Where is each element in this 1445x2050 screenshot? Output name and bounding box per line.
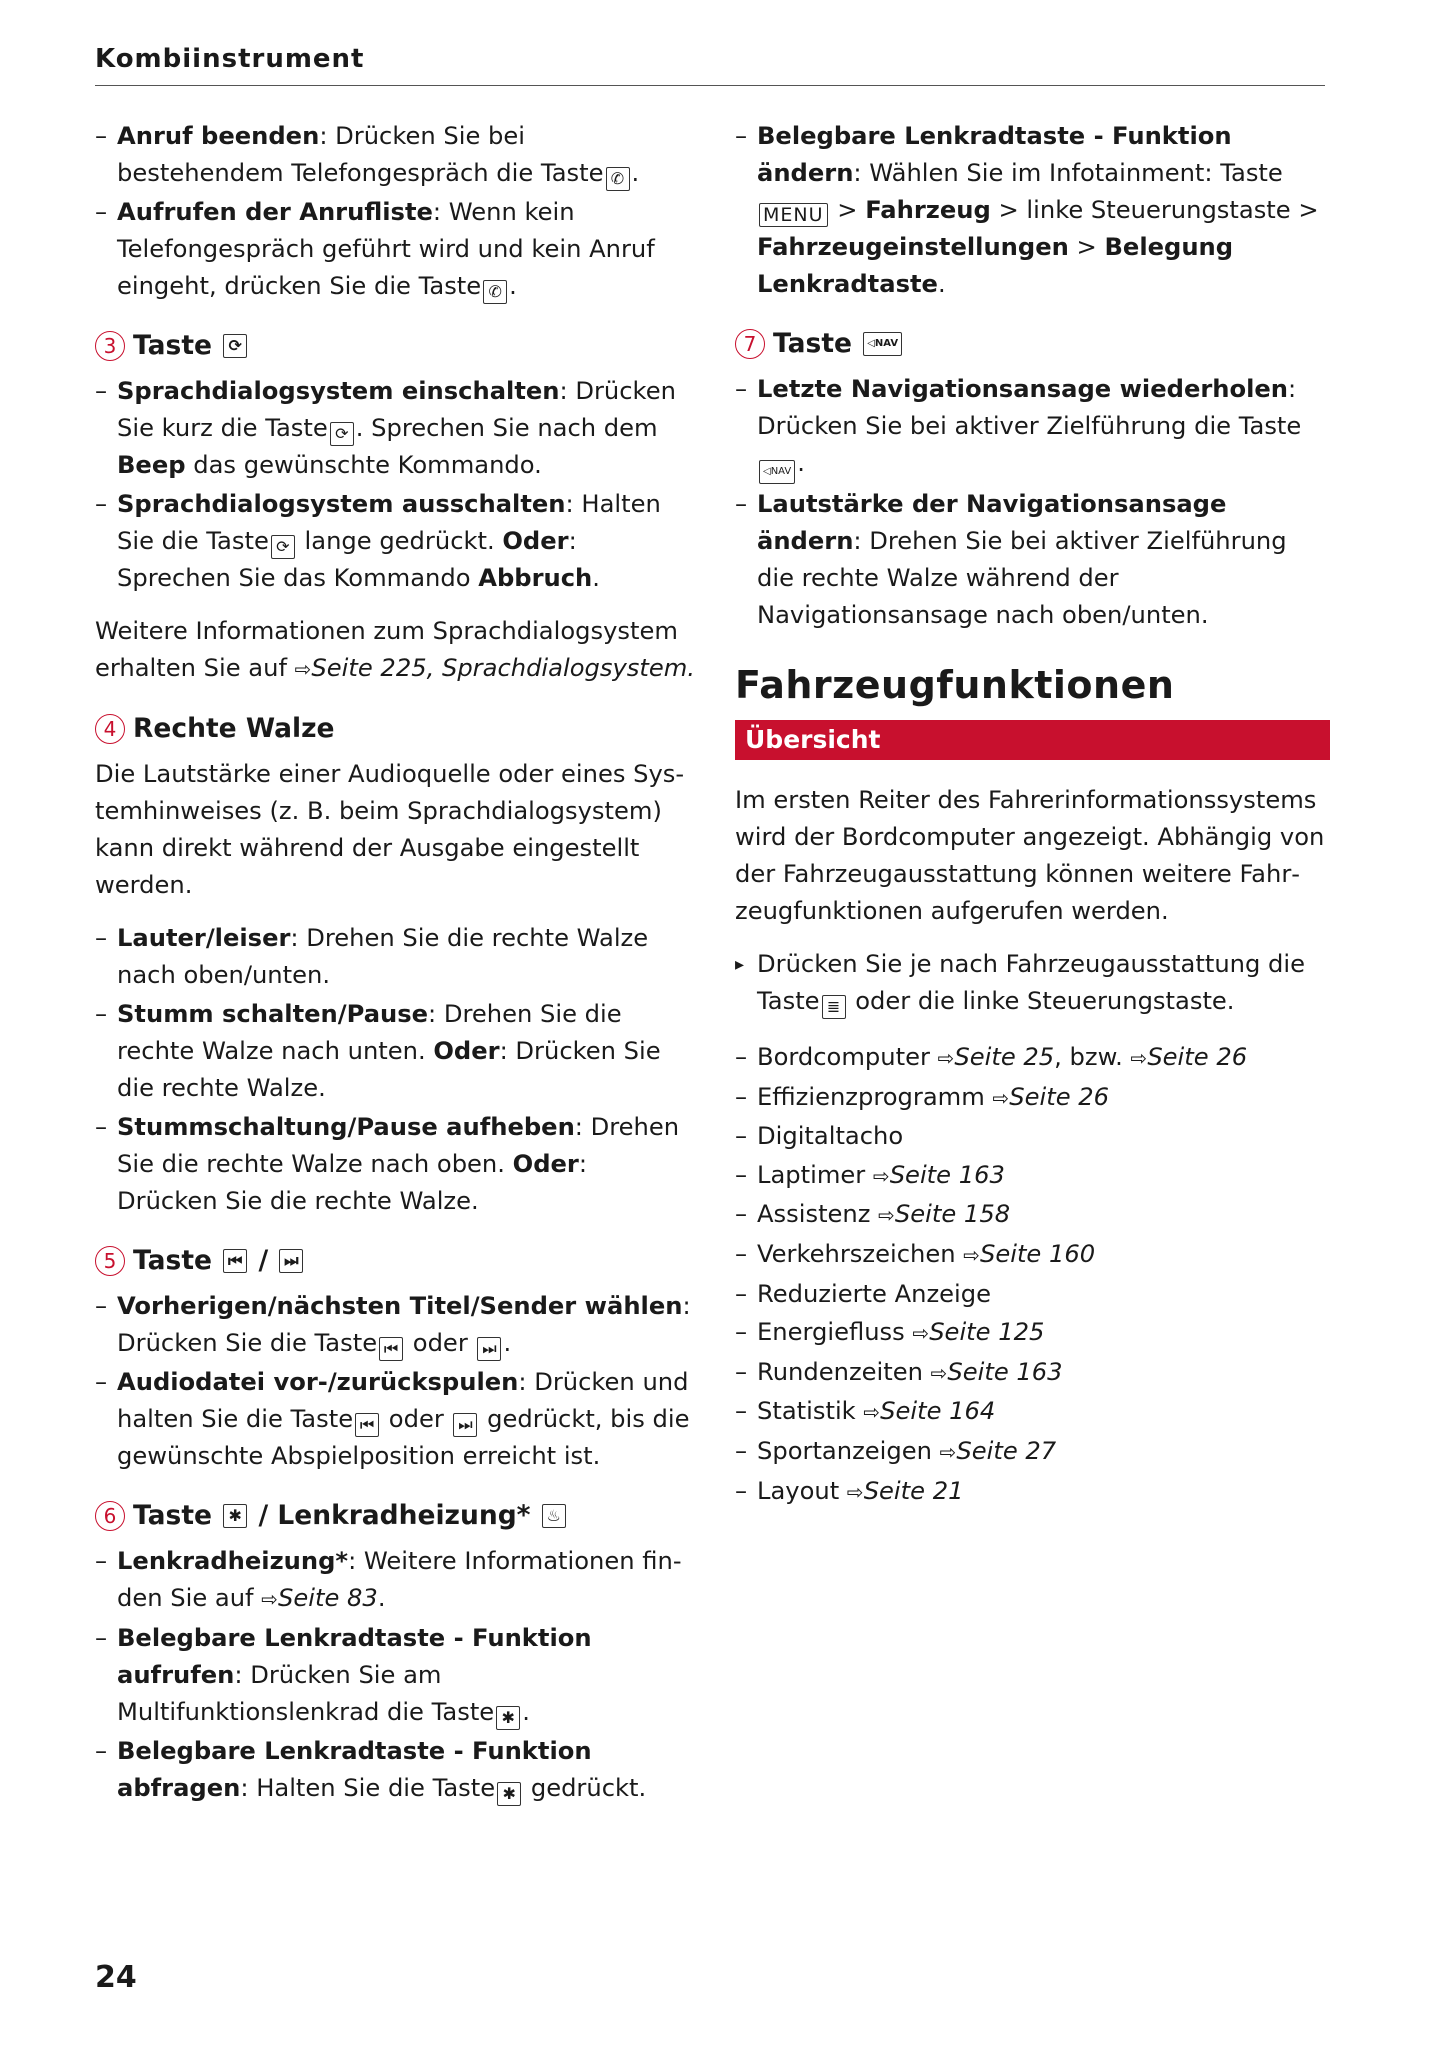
- item-text: .: [797, 449, 805, 477]
- list-item: [95, 118, 695, 192]
- steering-heating-icon: ♨: [542, 1504, 566, 1528]
- page-number: 24: [95, 1960, 137, 1995]
- section-title: / Lenkradheizung*: [258, 1500, 531, 1531]
- item-emphasis: Oder: [433, 1037, 500, 1065]
- chapter-heading: Fahrzeugfunktionen: [735, 663, 1175, 707]
- separator: /: [258, 1245, 269, 1276]
- page-reference-link[interactable]: Seite 163: [947, 1357, 1063, 1386]
- section-6-list: [95, 1543, 695, 1807]
- voice-key-icon: ⟳: [330, 422, 354, 446]
- function-list: [735, 1038, 1330, 1511]
- section-title: Rechte Walze: [133, 713, 335, 744]
- list-item: [95, 996, 695, 1107]
- arrow-right-icon: ⇨: [1130, 1046, 1148, 1070]
- item-emphasis: Oder: [512, 1150, 579, 1178]
- page-reference-link[interactable]: Seite 27: [956, 1436, 1057, 1465]
- overview-paragraph: Im ersten Reiter des Fahrerinformationssystems wird der Bordcomputer angezeigt. Abhängig von der Fahrzeugausstattung können weitere Fahrzeugfunktionen aufgerufen werden.: [735, 786, 1325, 925]
- list-item: [95, 486, 695, 597]
- page-reference-link[interactable]: Seite 163: [889, 1160, 1005, 1189]
- voice-key-icon: ⟳: [223, 334, 247, 358]
- item-term: Sprachdialogsystem ausschalten: [117, 490, 566, 518]
- item-text: .: [592, 564, 600, 592]
- section-4-paragraph: Die Lautstärke einer Audioquelle oder eines Systemhinweises (z. B. beim Sprachdialogsystem) kann direkt während der Ausgabe eingestellt werden.: [95, 760, 685, 899]
- item-text: oder: [405, 1329, 476, 1357]
- item-label: Verkehrszeichen: [757, 1239, 964, 1268]
- list-item: [735, 1156, 1330, 1196]
- item-emphasis: Belegung Lenkradtaste: [757, 233, 1234, 298]
- item-term: Belegbare Lenkradtaste - Funktion aufrufen: [117, 1624, 592, 1689]
- paragraph-text: Weitere Informationen zum Sprachdialogsystem erhalten Sie auf: [95, 617, 678, 682]
- item-text: : Drücken Sie bei bestehendem Telefongespräch die Taste: [117, 122, 604, 187]
- page-reference-link[interactable]: Seite 83: [278, 1584, 378, 1612]
- item-label: Energiefluss: [757, 1318, 913, 1347]
- page-reference-link[interactable]: Seite 26: [1009, 1082, 1110, 1111]
- item-term: Audiodatei vor-/zurückspulen: [117, 1368, 519, 1396]
- item-term: Lauter/leiser: [117, 924, 291, 952]
- section-3-heading: [95, 329, 695, 363]
- page-reference-link[interactable]: Seite 160: [979, 1239, 1096, 1268]
- item-text: , bzw.: [1054, 1043, 1131, 1071]
- list-item: [95, 920, 695, 994]
- item-label: Laptimer: [757, 1160, 873, 1189]
- voice-info-paragraph: [95, 613, 695, 688]
- next-track-icon: ⏭: [453, 1413, 477, 1437]
- arrow-right-icon: ⇨: [963, 1242, 980, 1267]
- list-key-icon: ≣: [822, 995, 846, 1019]
- section-title: Taste: [773, 328, 852, 359]
- item-label: Reduzierte Anzeige: [757, 1279, 991, 1308]
- item-text: : Drehen Sie bei aktiver Zielführung die rechte Walze während der Navigationsansage nach oben/unten.: [757, 527, 1287, 629]
- list-item: [735, 1472, 1330, 1512]
- phone-key-icon: ✆: [606, 167, 630, 191]
- item-text: > linke Steuerungstaste >: [990, 196, 1319, 224]
- list-item: – Belegbare Lenkradtaste - Funktion ändern: Wählen Sie im Infotainment: Taste MENU > Fahrzeug > linke Steuerungstaste > Fahrzeugeinstellungen > Belegung Lenkradtaste.: [735, 118, 1330, 303]
- subsection-banner: Übersicht: [735, 720, 1330, 760]
- item-text: : Drehen Sie die rechte Walze nach unten.: [117, 1000, 622, 1065]
- star-key-icon: ✱: [223, 1504, 247, 1528]
- arrow-right-icon: ⇨: [937, 1046, 955, 1070]
- item-label: Assistenz: [757, 1200, 879, 1229]
- item-emphasis: Fahrzeug: [865, 196, 991, 224]
- page-reference-link[interactable]: Seite 225, Sprachdialogsystem: [311, 654, 688, 682]
- step-text: oder die linke Steuerungstaste.: [847, 987, 1235, 1015]
- list-item: [735, 371, 1330, 484]
- list-item: [735, 1392, 1330, 1432]
- arrow-right-icon: ⇨: [930, 1360, 948, 1385]
- item-emphasis: Abbruch: [478, 564, 593, 592]
- section-4-heading: [95, 712, 695, 746]
- previous-track-icon: ⏮: [379, 1337, 403, 1361]
- item-term: Stummschaltung/Pause aufheben: [117, 1113, 575, 1141]
- section-6-heading: [95, 1499, 695, 1533]
- item-term: Anruf beenden: [117, 122, 320, 150]
- list-item: [95, 1620, 695, 1731]
- list-item: [735, 1117, 1330, 1156]
- instruction-step: [735, 946, 1330, 1020]
- running-header: Kombiinstrument: [95, 44, 365, 74]
- item-text: lange gedrückt.: [296, 527, 503, 555]
- intro-list: [95, 118, 695, 305]
- item-text: : Halten Sie die Taste: [117, 490, 661, 555]
- star-key-icon: ✱: [497, 1782, 521, 1806]
- item-label: Layout: [757, 1476, 847, 1505]
- previous-track-icon: ⏮: [355, 1413, 379, 1437]
- item-text: gedrückt, bis die gewünschte Abspielposition erreicht ist.: [117, 1405, 690, 1470]
- section-number-badge: 5: [95, 1246, 125, 1276]
- item-text: das gewünschte Kommando.: [185, 451, 542, 479]
- list-item: [735, 1078, 1330, 1118]
- right-top-list: [735, 118, 1330, 303]
- arrow-right-icon: ⇨: [846, 1479, 864, 1504]
- list-item: [95, 1733, 695, 1807]
- section-number-badge: 4: [95, 714, 125, 744]
- item-text: : Drücken Sie die Taste: [117, 1292, 691, 1357]
- list-item: [735, 1195, 1330, 1235]
- item-term: Aufrufen der Anrufliste: [117, 198, 433, 226]
- item-term: Letzte Navigationsansage wiederholen: [757, 375, 1289, 403]
- item-text: gedrückt.: [523, 1774, 647, 1802]
- list-item: [95, 1543, 695, 1618]
- item-text: : Weitere Informationen finden Sie auf: [117, 1547, 682, 1612]
- item-tail: .: [631, 159, 640, 187]
- item-text: .: [937, 270, 946, 298]
- right-column: [735, 118, 1330, 1511]
- section-4-list: [95, 920, 695, 1220]
- list-item: [735, 1313, 1330, 1353]
- item-text: : Sprechen Sie das Kommando: [117, 527, 577, 592]
- arrow-right-icon: ⇨: [878, 1203, 895, 1228]
- arrow-right-icon: ⇨: [939, 1439, 957, 1464]
- item-text: >: [1068, 233, 1105, 261]
- section-title: Taste: [133, 330, 212, 361]
- item-text: oder: [381, 1405, 452, 1433]
- list-item: [735, 1038, 1330, 1078]
- page-reference-link[interactable]: Seite 125: [929, 1318, 1045, 1347]
- item-text: : Drücken Sie die rechte Walze.: [117, 1037, 661, 1102]
- section-7-list: [735, 371, 1330, 634]
- item-text: . Sprechen Sie nach dem: [355, 414, 658, 442]
- paragraph-tail: .: [687, 654, 695, 682]
- item-tail: .: [509, 272, 517, 300]
- item-emphasis: Fahrzeugeinstellungen: [757, 233, 1069, 261]
- list-item: [735, 1235, 1330, 1275]
- next-track-icon: ⏭: [477, 1337, 501, 1361]
- item-text: : Drücken und halten Sie die Taste: [117, 1368, 689, 1433]
- left-column: [95, 118, 695, 1823]
- section-number-badge: 6: [95, 1501, 125, 1531]
- list-item: [95, 1364, 695, 1475]
- section-7-heading: [735, 327, 1330, 361]
- header-rule: [95, 85, 1325, 86]
- item-text: : Wählen Sie im Infotainment: Taste: [853, 159, 1283, 187]
- item-text: : Wenn kein Telefongespräch geführt wird und kein Anruf eingeht, drücken Sie die Taste: [117, 198, 655, 300]
- list-item: [735, 1275, 1330, 1314]
- menu-key-icon: MENU: [759, 203, 828, 227]
- item-text: : Halten Sie die Taste: [240, 1774, 496, 1802]
- next-track-icon: ⏭: [279, 1249, 303, 1273]
- item-label: Statistik: [757, 1397, 864, 1426]
- item-term: Belegbare Lenkradtaste - Funktion abfragen: [117, 1737, 592, 1802]
- list-item: [735, 486, 1330, 634]
- section-3-list: [95, 373, 695, 597]
- item-text: .: [377, 1584, 386, 1612]
- arrow-right-icon: ⇨: [872, 1163, 890, 1188]
- item-label: Rundenzeiten: [757, 1357, 931, 1386]
- item-term: Belegbare Lenkradtaste - Funktion ändern: [757, 122, 1232, 187]
- section-number-badge: 7: [735, 329, 765, 359]
- nav-voice-key-icon: ◁NAV: [759, 460, 795, 484]
- arrow-right-icon: ⇨: [294, 657, 312, 681]
- list-item: [95, 373, 695, 484]
- item-label: Effizienzprogramm: [757, 1082, 993, 1111]
- arrow-right-icon: ⇨: [992, 1085, 1010, 1110]
- page-reference-link[interactable]: Seite 21: [863, 1476, 964, 1505]
- previous-track-icon: ⏮: [223, 1249, 247, 1273]
- item-text: : Drücken Sie am Multifunktionslenkrad die Taste: [117, 1661, 495, 1726]
- voice-key-icon: ⟳: [271, 535, 295, 559]
- nav-voice-key-icon: ◁NAV: [863, 332, 902, 356]
- item-label: Digitaltacho: [757, 1122, 904, 1151]
- item-text: .: [503, 1329, 512, 1357]
- section-5-heading: [95, 1244, 695, 1278]
- page-reference-link[interactable]: Seite 164: [880, 1397, 996, 1426]
- list-item: [95, 194, 695, 305]
- page-reference-link[interactable]: Seite 158: [894, 1200, 1011, 1229]
- section-number-badge: 3: [95, 331, 125, 361]
- item-emphasis: Beep: [117, 451, 186, 479]
- phone-key-icon: ✆: [483, 280, 507, 304]
- section-5-list: [95, 1288, 695, 1475]
- arrow-right-icon: ⇨: [912, 1321, 930, 1346]
- section-title: Taste: [133, 1500, 212, 1531]
- star-key-icon: ✱: [496, 1706, 520, 1730]
- item-term: Stumm schalten/Pause: [117, 1000, 429, 1028]
- item-text: : Drehen Sie die rechte Walze nach oben/unten.: [117, 924, 649, 989]
- item-term: Lenkradheizung*: [117, 1547, 349, 1575]
- arrow-right-icon: ⇨: [261, 1587, 279, 1611]
- item-term: Vorherigen/nächsten Titel/Sender wählen: [117, 1292, 683, 1320]
- item-text: : Drehen Sie die rechte Walze nach oben.: [117, 1113, 680, 1178]
- list-item: [735, 1353, 1330, 1393]
- item-emphasis: Oder: [502, 527, 569, 555]
- list-item: [95, 1109, 695, 1220]
- list-item: [95, 1288, 695, 1362]
- list-item: [735, 1432, 1330, 1472]
- item-term: Sprachdialogsystem einschalten: [117, 377, 560, 405]
- item-text: : Drücken Sie kurz die Taste: [117, 377, 676, 442]
- item-term: Lautstärke der Navigationsansage ändern: [757, 490, 1227, 555]
- page-reference-link[interactable]: Seite 26: [1147, 1043, 1248, 1071]
- section-title: Taste: [133, 1245, 212, 1276]
- item-label: Sportanzeigen: [757, 1436, 940, 1465]
- item-text: : Drücken Sie die rechte Walze.: [117, 1150, 588, 1215]
- arrow-right-icon: ⇨: [863, 1400, 881, 1425]
- item-text: : Drücken Sie bei aktiver Zielführung die Taste: [757, 375, 1302, 440]
- step-text: Drücken Sie je nach Fahrzeugausstattung die Taste: [757, 950, 1305, 1015]
- item-text: .: [522, 1698, 530, 1726]
- item-label: Bordcomputer: [757, 1043, 938, 1071]
- page-reference-link[interactable]: Seite 25: [954, 1043, 1055, 1071]
